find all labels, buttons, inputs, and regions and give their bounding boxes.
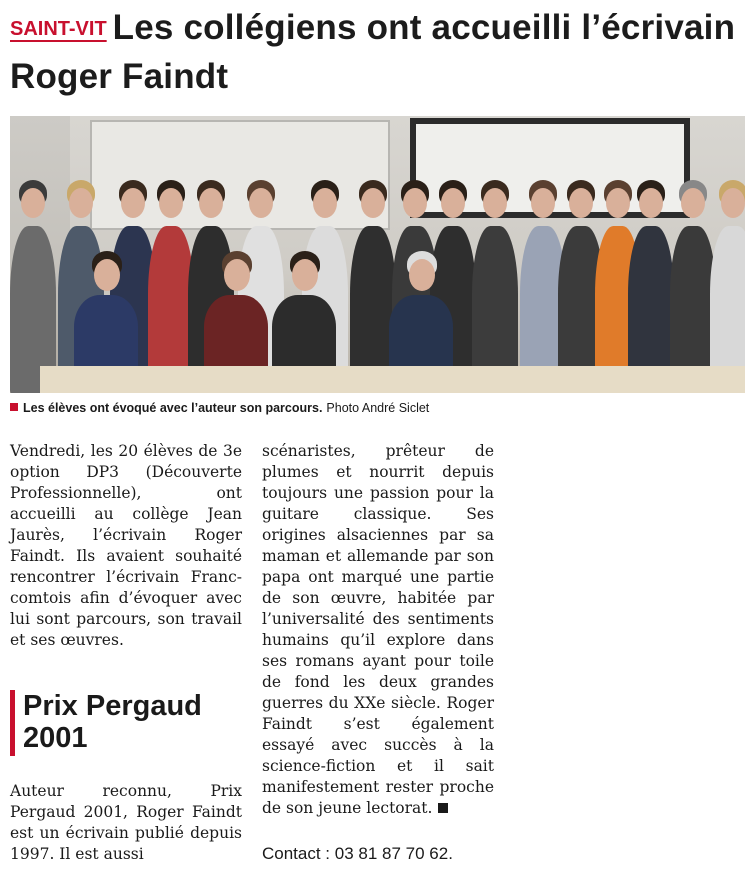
article-column-2 [262, 441, 494, 819]
headline-text: Les collégiens ont accueilli l’écrivain Roger Faindt [10, 8, 736, 96]
article-column-2-text: scénaristes, prêteur de plumes et nourrit depuis toujours une passion pour la guitare classique. Ses origines alsaciennes par sa maman et allemande par son papa ont marqué une partie de son œuvre, habitée par l’universalité des sentiments humains qu’il explore dans ses romans ayant pour toile de fond les deux grandes guerres du XXe siècle. Roger Faindt s’est également essayé avec succès à la science-fiction et il sait manifestement rester proche de son jeune lectorat. [262, 442, 494, 817]
photo-credit: Photo André Siclet [326, 401, 430, 415]
end-of-article-icon [438, 803, 448, 813]
section-kicker: SAINT-VIT [10, 18, 107, 40]
caption-square-icon [10, 403, 18, 411]
group-photo [10, 116, 745, 393]
photo-table [40, 366, 745, 393]
contact-line: Contact : 03 81 87 70 62. [262, 844, 453, 863]
caption-text: Les élèves ont évoqué avec l’auteur son parcours. [23, 401, 323, 415]
article-subheading: Prix Pergaud 2001 [10, 690, 242, 756]
article-headline [10, 4, 750, 101]
article-column-1-intro: Vendredi, les 20 élèves de 3e option DP3 (Découverte Professionnelle), ont accueilli au collège Jean Jaurès, l’écrivain Roger Faindt. Ils avaient souhaité rencontrer l’écrivain Franc-comtois afin d’évoquer avec lui sont parcours, son travail et ses œuvres. [10, 442, 242, 649]
photo-caption [10, 400, 745, 416]
article-column-1-continued: Auteur reconnu, Prix Pergaud 2001, Roger Faindt est un écrivain publié depuis 1997. Il est aussi [10, 782, 242, 863]
